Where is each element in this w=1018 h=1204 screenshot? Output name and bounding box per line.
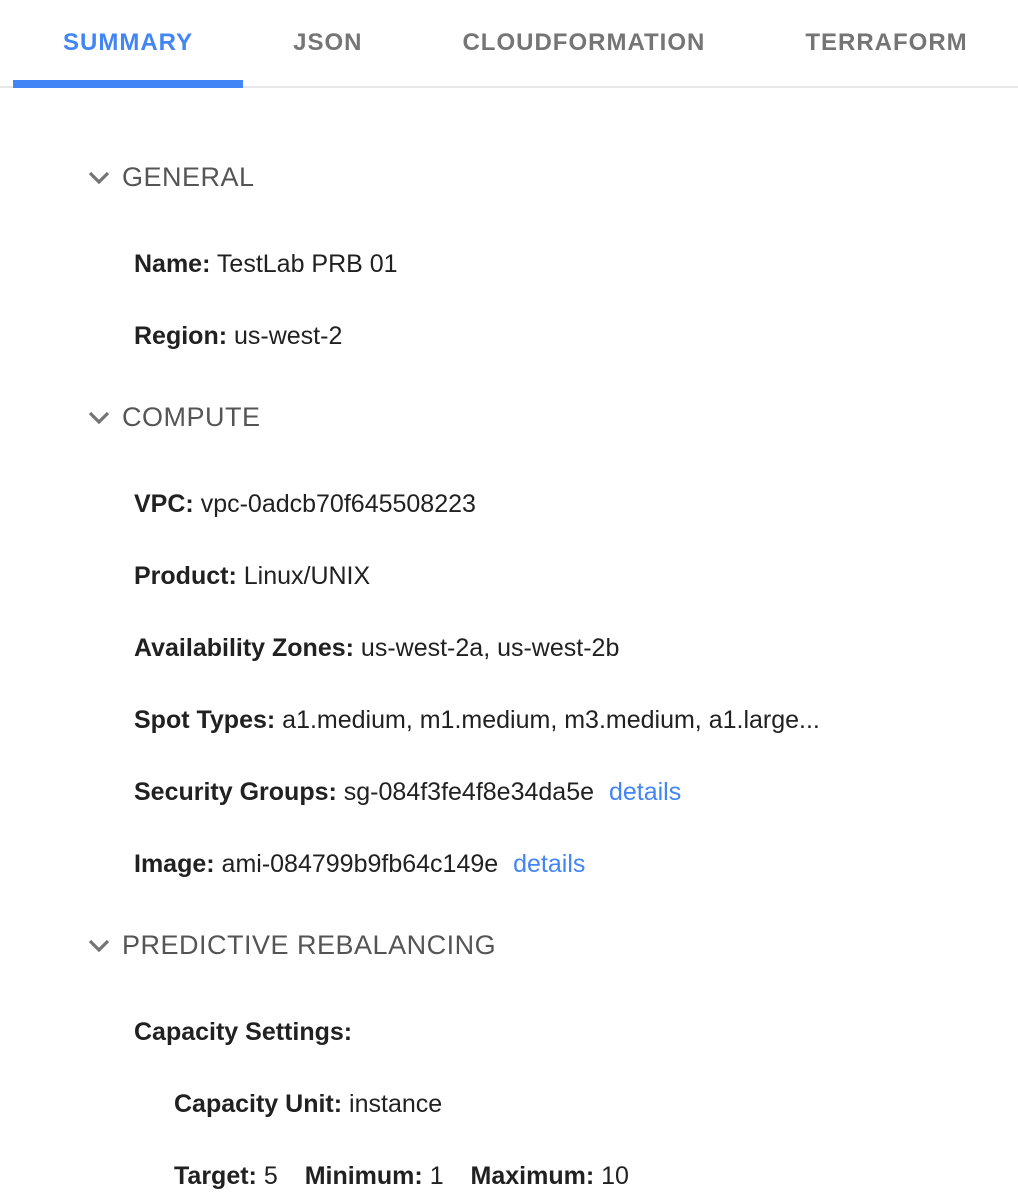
field-minimum-label: Minimum: [304, 1162, 423, 1190]
field-target-value: 5 [263, 1162, 278, 1190]
section-general [0, 163, 1018, 350]
field-capacity-settings-label: Capacity Settings: [134, 1018, 353, 1046]
tab-cloudformation[interactable] [412, 0, 755, 86]
field-maximum [471, 1162, 629, 1190]
tab-summary-label: SUMMARY [63, 29, 194, 56]
section-compute-header[interactable] [88, 403, 1018, 431]
field-spot-types [134, 706, 1018, 734]
section-compute-fields [134, 490, 1018, 878]
field-region-value: us-west-2 [234, 322, 343, 350]
chevron-down-icon [88, 410, 110, 425]
field-security-groups-label: Security Groups: [134, 778, 337, 806]
field-capacity-targets [174, 1162, 1018, 1190]
tab-summary[interactable] [13, 0, 243, 86]
field-name-value: TestLab PRB 01 [216, 250, 398, 278]
field-capacity-unit-value: instance [349, 1090, 443, 1118]
chevron-down-icon [88, 170, 110, 185]
section-predictive-rebalancing [0, 931, 1018, 1190]
field-target-label: Target: [174, 1162, 257, 1190]
tab-terraform[interactable] [755, 0, 1017, 86]
field-availability-zones [134, 634, 1018, 662]
field-region [134, 322, 1018, 350]
section-predictive-rebalancing-header[interactable] [88, 931, 1018, 959]
field-capacity-unit [174, 1090, 1018, 1118]
field-availability-zones-label: Availability Zones: [134, 634, 354, 662]
active-tab-underline [13, 80, 243, 88]
tab-bar [0, 0, 1018, 88]
section-predictive-rebalancing-fields [134, 1018, 1018, 1190]
tab-json-label: JSON [293, 29, 363, 56]
field-product-value: Linux/UNIX [243, 562, 371, 590]
image-details-link[interactable]: details [513, 850, 586, 878]
field-security-groups [134, 778, 1018, 806]
field-image [134, 850, 1018, 878]
field-spot-types-value: a1.medium, m1.medium, m3.medium, a1.large... [282, 706, 820, 734]
field-capacity-settings [134, 1018, 1018, 1046]
section-general-header[interactable] [88, 163, 1018, 191]
section-predictive-rebalancing-title: PREDICTIVE REBALANCING [122, 929, 497, 960]
field-maximum-value: 10 [601, 1162, 629, 1190]
chevron-down-icon [88, 938, 110, 953]
summary-panel [0, 88, 1018, 1190]
field-product [134, 562, 1018, 590]
field-vpc-value: vpc-0adcb70f645508223 [200, 490, 476, 518]
field-minimum [305, 1162, 451, 1190]
security-groups-details-link[interactable]: details [608, 778, 682, 806]
field-vpc [134, 490, 1018, 518]
section-compute [0, 403, 1018, 878]
tab-json[interactable] [243, 0, 412, 86]
field-availability-zones-value: us-west-2a, us-west-2b [360, 634, 620, 662]
tab-cloudformation-label: CLOUDFORMATION [462, 29, 706, 56]
field-region-label: Region: [134, 322, 228, 350]
field-name [134, 250, 1018, 278]
field-maximum-label: Maximum: [470, 1162, 595, 1190]
field-product-label: Product: [134, 562, 237, 590]
section-general-fields [134, 250, 1018, 350]
field-security-groups-value: sg-084f3fe4f8e34da5e [343, 778, 595, 806]
field-name-label: Name: [134, 250, 211, 278]
field-image-label: Image: [134, 850, 215, 878]
field-spot-types-label: Spot Types: [134, 706, 276, 734]
field-minimum-value: 1 [429, 1162, 444, 1190]
field-vpc-label: VPC: [134, 490, 194, 518]
section-compute-title: COMPUTE [122, 401, 261, 432]
field-image-value: ami-084799b9fb64c149e [221, 850, 499, 878]
field-capacity-unit-label: Capacity Unit: [174, 1090, 343, 1118]
section-general-title: GENERAL [122, 161, 255, 192]
tab-terraform-label: TERRAFORM [805, 29, 968, 56]
field-target [174, 1162, 285, 1190]
